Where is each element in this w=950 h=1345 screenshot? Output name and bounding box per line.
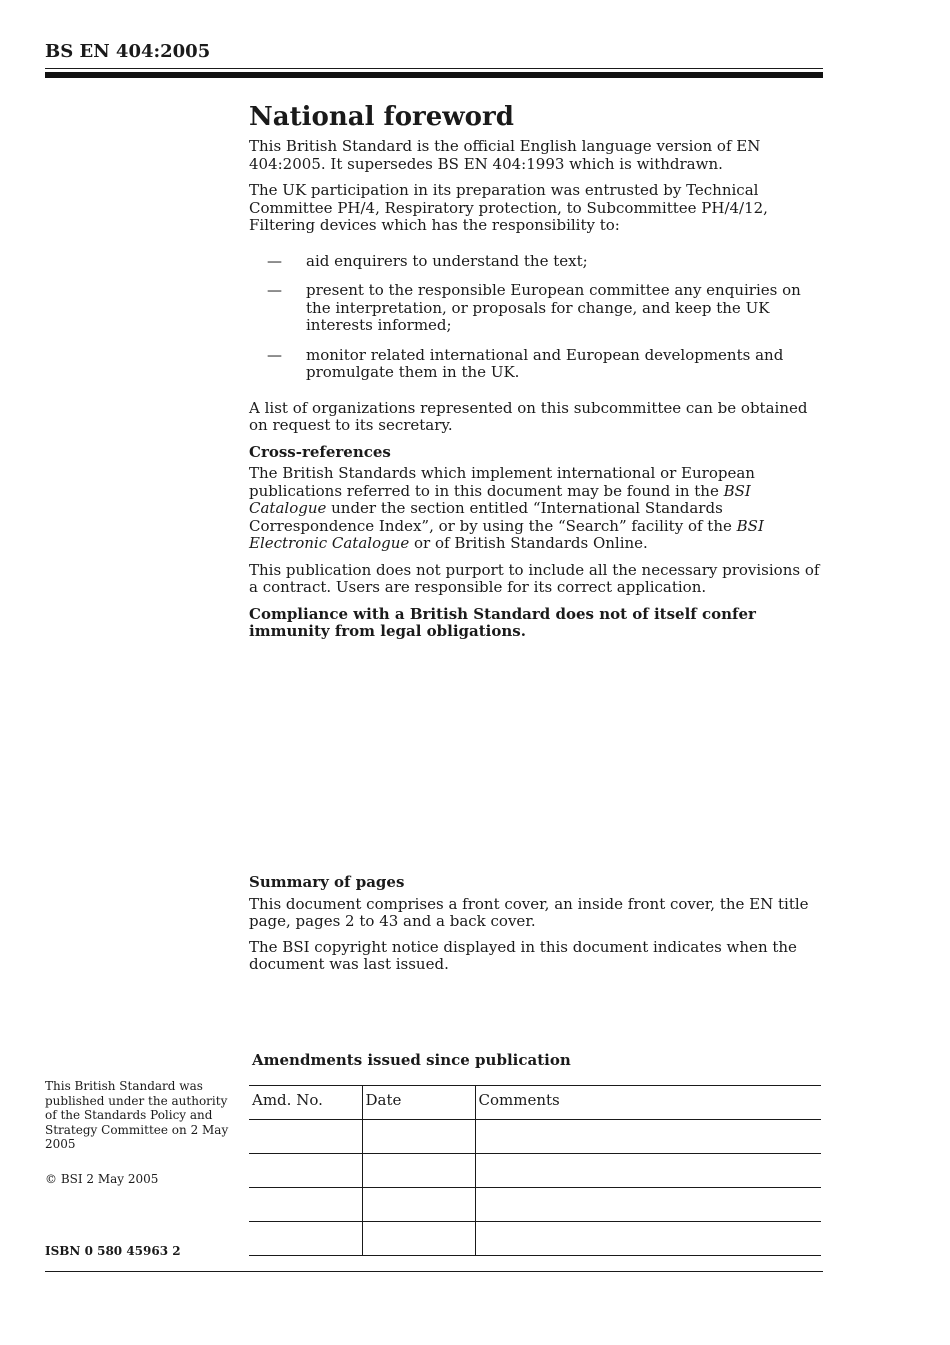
column-header-date: Date <box>362 1086 475 1120</box>
list-item <box>249 347 827 382</box>
bsi-electronic-catalogue-title: BSI Electronic Catalogue <box>249 516 764 552</box>
participation-paragraph: The UK participation in its preparation was entrusted by Technical Committee PH/4, Respiratory protection, to Subcommittee PH/4/12, Filtering devices which has the responsibility to: <box>249 181 768 234</box>
footer-rule <box>45 1271 823 1272</box>
dash-marker: — <box>267 281 282 299</box>
dash-marker: — <box>267 345 282 364</box>
crossref-text-2: under the section entitled “International Standards Correspondence Index”, or by using the “Search” facility of the <box>249 499 737 535</box>
header-rule-thin <box>45 68 823 69</box>
table-cell <box>249 1120 362 1154</box>
compliance-notice: Compliance with a British Standard does not of itself confer immunity from legal obligations. <box>249 604 756 640</box>
table-cell <box>362 1154 475 1188</box>
page-title: National foreword <box>249 102 514 132</box>
cross-references-heading: Cross-references <box>249 442 391 461</box>
amendments-table <box>249 1085 821 1256</box>
organizations-paragraph: A list of organizations represented on this subcommittee can be obtained on request to its secretary. <box>249 398 808 434</box>
table-cell <box>362 1222 475 1256</box>
amendments-heading: Amendments issued since publication <box>252 1051 571 1069</box>
table-cell <box>362 1120 475 1154</box>
summary-paragraph: This document comprises a front cover, an inside front cover, the EN title page, pages 2 to 43 and a back cover. <box>249 894 809 930</box>
table-cell <box>249 1222 362 1256</box>
column-header-amd-no: Amd. No. <box>249 1086 362 1120</box>
crossref-text-1: The British Standards which implement international or European publications referred to in this document may be found in the <box>249 464 755 500</box>
list-item <box>249 282 827 335</box>
column-header-comments: Comments <box>475 1086 821 1120</box>
table-row <box>249 1120 821 1154</box>
table-cell <box>475 1120 821 1154</box>
copyright-notice-paragraph: The BSI copyright notice displayed in this document indicates when the document was last issued. <box>249 937 797 973</box>
table-header-row <box>249 1086 821 1120</box>
dash-marker: — <box>267 251 282 270</box>
publication-authority-notice: This British Standard was published under the authority of the Standards Policy and Strategy Committee on 2 May 2005 <box>45 1079 229 1151</box>
cross-references-paragraph <box>249 465 827 553</box>
table-row <box>249 1222 821 1256</box>
table-row <box>249 1154 821 1188</box>
table-cell <box>249 1154 362 1188</box>
document-id: BS EN 404:2005 <box>45 41 211 62</box>
copyright-line: © BSI 2 May 2005 <box>45 1172 159 1186</box>
table-cell <box>475 1188 821 1222</box>
table-cell <box>362 1188 475 1222</box>
table-row <box>249 1188 821 1222</box>
header-rule-thick <box>45 72 823 78</box>
responsibility-list <box>249 253 827 382</box>
list-item-text: present to the responsible European committee any enquiries on the interpretation, or proposals for change, and keep the UK interests informed; <box>306 281 801 334</box>
bsi-catalogue-title: BSI Catalogue <box>249 481 751 517</box>
isbn: ISBN 0 580 45963 2 <box>45 1244 181 1258</box>
crossref-text-3: or of British Standards Online. <box>409 534 648 552</box>
intro-paragraph: This British Standard is the official English language version of EN 404:2005. It supersedes BS EN 404:1993 which is withdrawn. <box>249 137 761 173</box>
summary-of-pages <box>249 874 829 982</box>
list-item-text: monitor related international and European developments and promulgate them in the UK. <box>306 345 784 381</box>
list-item <box>249 253 827 271</box>
summary-heading: Summary of pages <box>249 873 405 891</box>
list-item-text: aid enquirers to understand the text; <box>306 251 588 270</box>
foreword-body <box>249 100 827 650</box>
provisions-paragraph: This publication does not purport to include all the necessary provisions of a contract. Users are responsible for its correct application. <box>249 560 820 596</box>
table-cell <box>475 1222 821 1256</box>
table-cell <box>249 1188 362 1222</box>
table-cell <box>475 1154 821 1188</box>
